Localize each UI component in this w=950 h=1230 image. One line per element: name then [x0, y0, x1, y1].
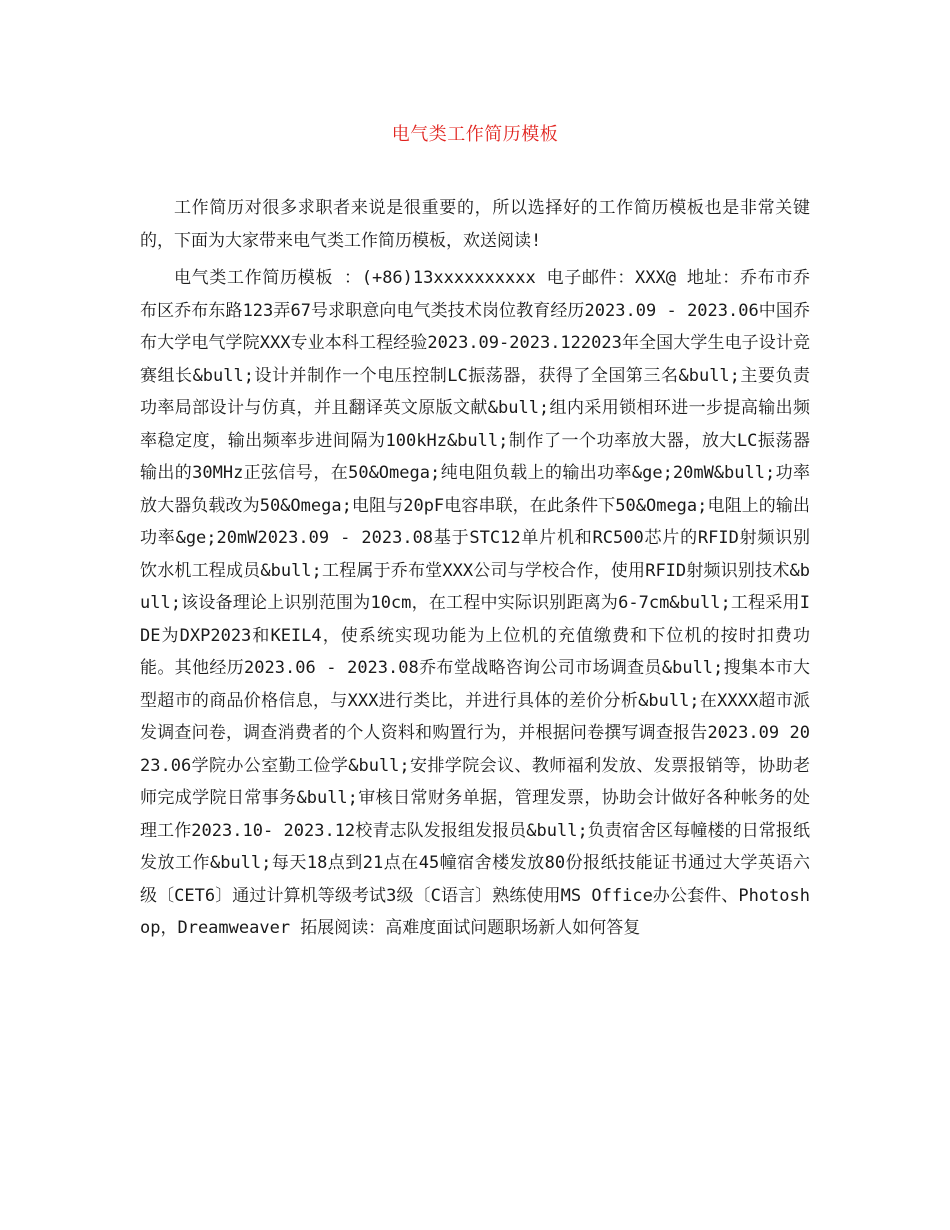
intro-paragraph: 工作简历对很多求职者来说是很重要的，所以选择好的工作简历模板也是非常关键的，下面为大家带来电气类工作简历模板，欢送阅读!: [140, 198, 810, 251]
document-title: 电气类工作简历模板: [391, 124, 559, 145]
resume-body-paragraph: 电气类工作简历模板 ：(+86)13xxxxxxxxxx 电子邮件：XXX@ 地址：乔布市乔布区乔布东路123弄67号求职意向电气类技术岗位教育经历2023.09 - 2023.06中国乔布大学电气学院XXX专业本科工程经验2023.09-2023.122023年全国大学生电子设计竞赛组长&bull;设计并制作一个电压控制LC振荡器，获得了全国第三名&bull;主要负责功率局部设计与仿真，并且翻译英文原版文献&bull;组内采用锁相环进一步提高输出频率稳定度，输出频率步进间隔为100kHz&bull;制作了一个功率放大器，放大LC振荡器输出的30MHz正弦信号，在50&Omega;纯电阻负载上的输出功率&ge;20mW&bull;功率放大器负载改为50&Omega;电阻与20pF电容串联，在此条件下50&Omega;电阻上的输出功率&ge;20mW2023.09 - 2023.08基于STC12单片机和RC500芯片的RFID射频识别饮水机工程成员&bull;工程属于乔布堂XXX公司与学校合作，使用RFID射频识别技术&bull;该设备理论上识别范围为10cm，在工程中实际识别距离为6-7cm&bull;工程采用IDE为DXP2023和KEIL4，使系统实现功能为上位机的充值缴费和下位机的按时扣费功能。其他经历2023.06 - 2023.08乔布堂战略咨询公司市场调查员&bull;搜集本市大型超市的商品价格信息，与XXX进行类比，并进行具体的差价分析&bull;在XXXX超市派发调查问卷，调查消费者的个人资料和购置行为，并根据问卷撰写调查报告2023.09 2023.06学院办公室勤工俭学&bull;安排学院会议、教师福利发放、发票报销等，协助老师完成学院日常事务&bull;审核日常财务单据，管理发票，协助会计做好各种帐务的处理工作2023.10- 2023.12校青志队发报组发报员&bull;负责宿舍区每幢楼的日常报纸发放工作&bull;每天18点到21点在45幢宿舍楼发放80份报纸技能证书通过大学英语六级〔CET6〕通过计算机等级考试3级〔C语言〕熟练使用MS Office办公套件、Photoshop，Dreamweaver 拓展阅读：高难度面试问题职场新人如何答复: [140, 268, 810, 938]
